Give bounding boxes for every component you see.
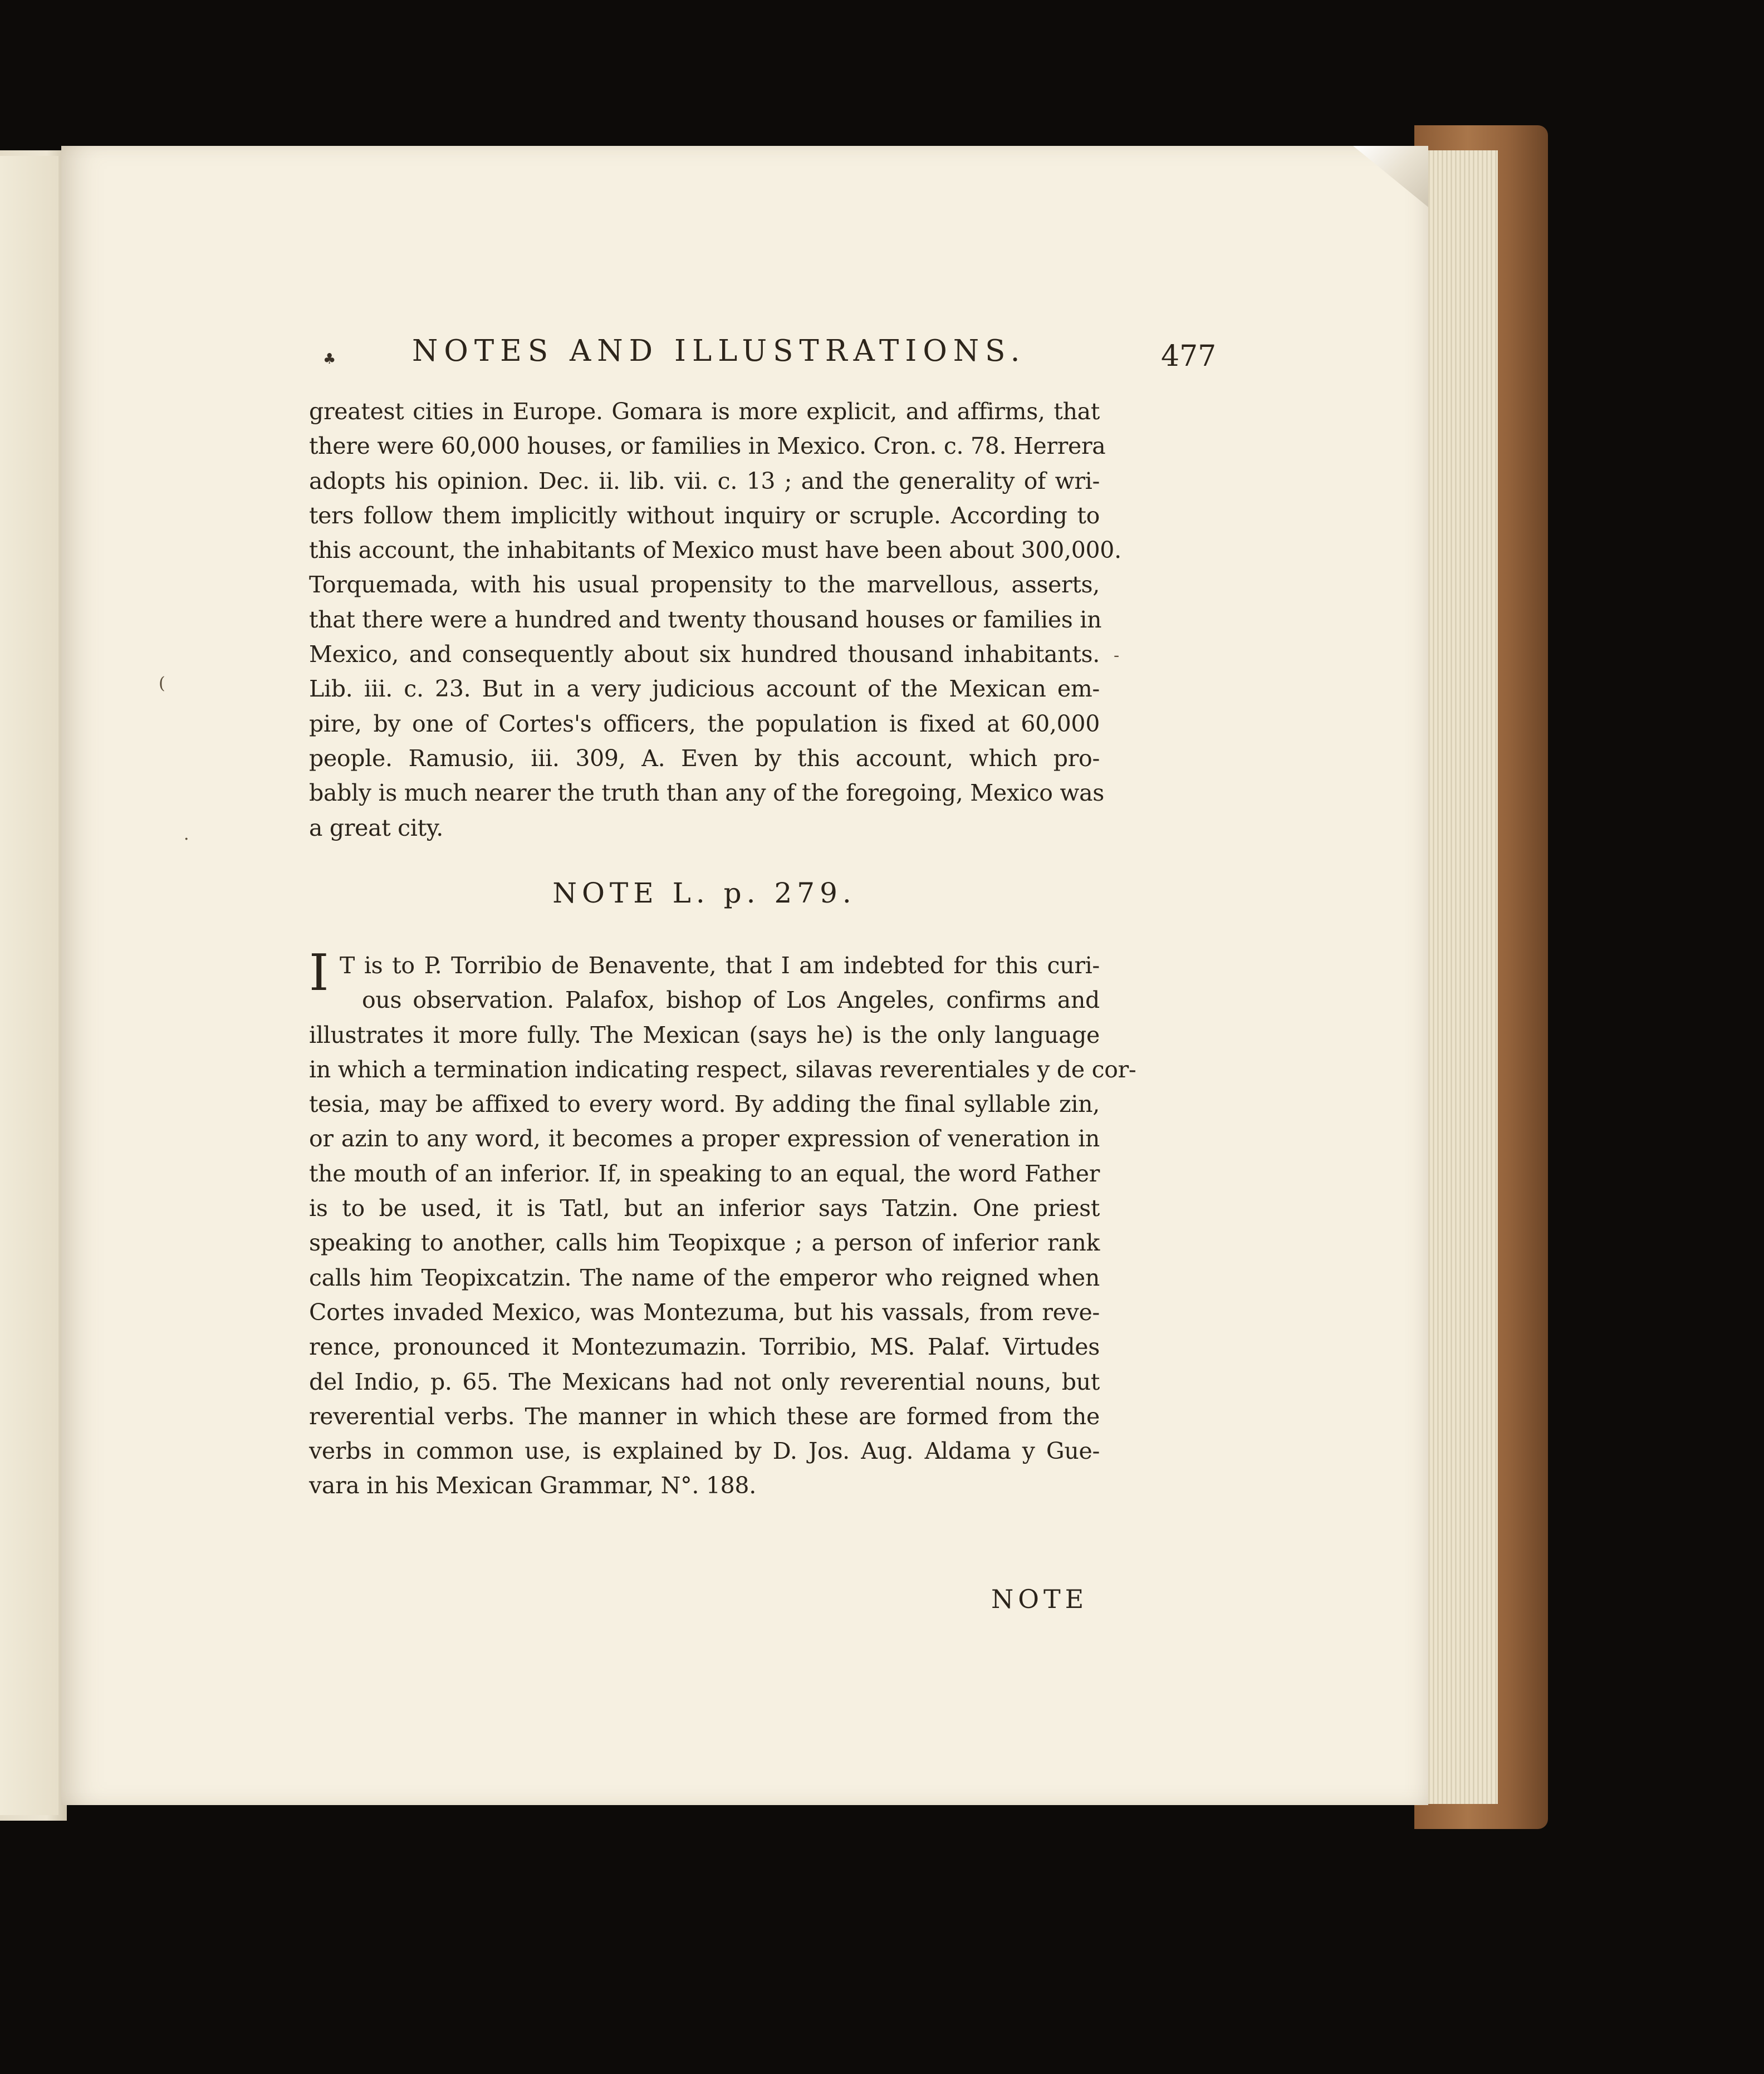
text-line: there were 60,000 houses, or families in Mexico. Cron. c. 78. Herrera <box>309 433 1106 460</box>
running-head-title: NOTES AND ILLUSTRATIONS. <box>412 334 1026 368</box>
text-line: verbs in common use, is explained by D. Jos. Aug. Aldama y Gue- <box>309 1438 1100 1465</box>
paragraph-2 <box>309 944 1136 1503</box>
text-line: or azin to any word, it becomes a proper expression of veneration in <box>309 1125 1100 1153</box>
text-line: del Indio, p. 65. The Mexicans had not only reverential nouns, but <box>309 1368 1100 1395</box>
text-line: bably is much nearer the truth than any of the foregoing, Mexico was <box>309 779 1104 807</box>
paragraph-1 <box>309 394 1121 845</box>
text-line: this account, the inhabitants of Mexico must have been about 300,000. <box>309 537 1121 564</box>
text-line: pire, by one of Cortes's officers, the population is fixed at 60,000 <box>309 710 1100 737</box>
ornament-icon: ♣ <box>323 351 336 367</box>
note-heading: NOTE L. p. 279. <box>552 877 856 909</box>
text-line: in which a termination indicating respect, silavas reverentiales y de cor- <box>309 1056 1136 1083</box>
text-line: Mexico, and consequently about six hundred thousand inhabitants. <box>309 641 1100 668</box>
paper-speck: · <box>184 830 189 849</box>
text-line: adopts his opinion. Dec. ii. lib. vii. c. 13 ; and the generality of wri- <box>309 467 1100 494</box>
text-line: vara in his Mexican Grammar, N°. 188. <box>309 1472 756 1499</box>
text-line: speaking to another, calls him Teopixque ; a person of inferior rank <box>309 1229 1100 1257</box>
text-line: is to be used, it is Tatl, but an inferior says Tatzin. One priest <box>309 1195 1100 1222</box>
page-number: 477 <box>1161 340 1217 373</box>
paper-speck: - <box>1114 646 1120 665</box>
text-line: calls him Teopixcatzin. The name of the emperor who reigned when <box>309 1264 1100 1291</box>
text-line: ters follow them implicitly without inquiry or scruple. According to <box>309 502 1100 529</box>
text-line: Cortes invaded Mexico, was Montezuma, but his vassals, from reve- <box>309 1298 1100 1326</box>
page-stack <box>1425 150 1498 1804</box>
paper-speck: ( <box>159 674 165 693</box>
running-head <box>323 334 1217 379</box>
text-line: ous observation. Palafox, bishop of Los Angeles, confirms and <box>362 987 1100 1014</box>
left-page-surface <box>0 156 58 1815</box>
text-line: illustrates it more fully. The Mexican (says he) is the only language <box>309 1021 1100 1048</box>
text-line: tesia, may be affixed to every word. By adding the final syllable zin, <box>309 1091 1100 1118</box>
text-line: a great city. <box>309 814 443 841</box>
text-line: greatest cities in Europe. Gomara is more explicit, and affirms, that <box>309 398 1100 425</box>
text-line: reverential verbs. The manner in which these are formed from the <box>309 1403 1100 1430</box>
text-line: T is to P. Torribio de Benavente, that I am indebted for this curi- <box>340 952 1100 979</box>
catchword: NOTE <box>991 1584 1089 1614</box>
text-line: Lib. iii. c. 23. But in a very judicious account of the Mexican em- <box>309 675 1100 703</box>
text-line: that there were a hundred and twenty thousand houses or families in <box>309 606 1102 633</box>
text-line: Torquemada, with his usual propensity to the marvellous, asserts, <box>309 571 1100 599</box>
drop-cap: I <box>309 944 329 1002</box>
text-line: rence, pronounced it Montezumazin. Torribio, MS. Palaf. Virtudes <box>309 1333 1100 1361</box>
text-line: people. Ramusio, iii. 309, A. Even by this account, which pro- <box>309 744 1100 772</box>
text-line: the mouth of an inferior. If, in speaking to an equal, the word Father <box>309 1160 1100 1187</box>
